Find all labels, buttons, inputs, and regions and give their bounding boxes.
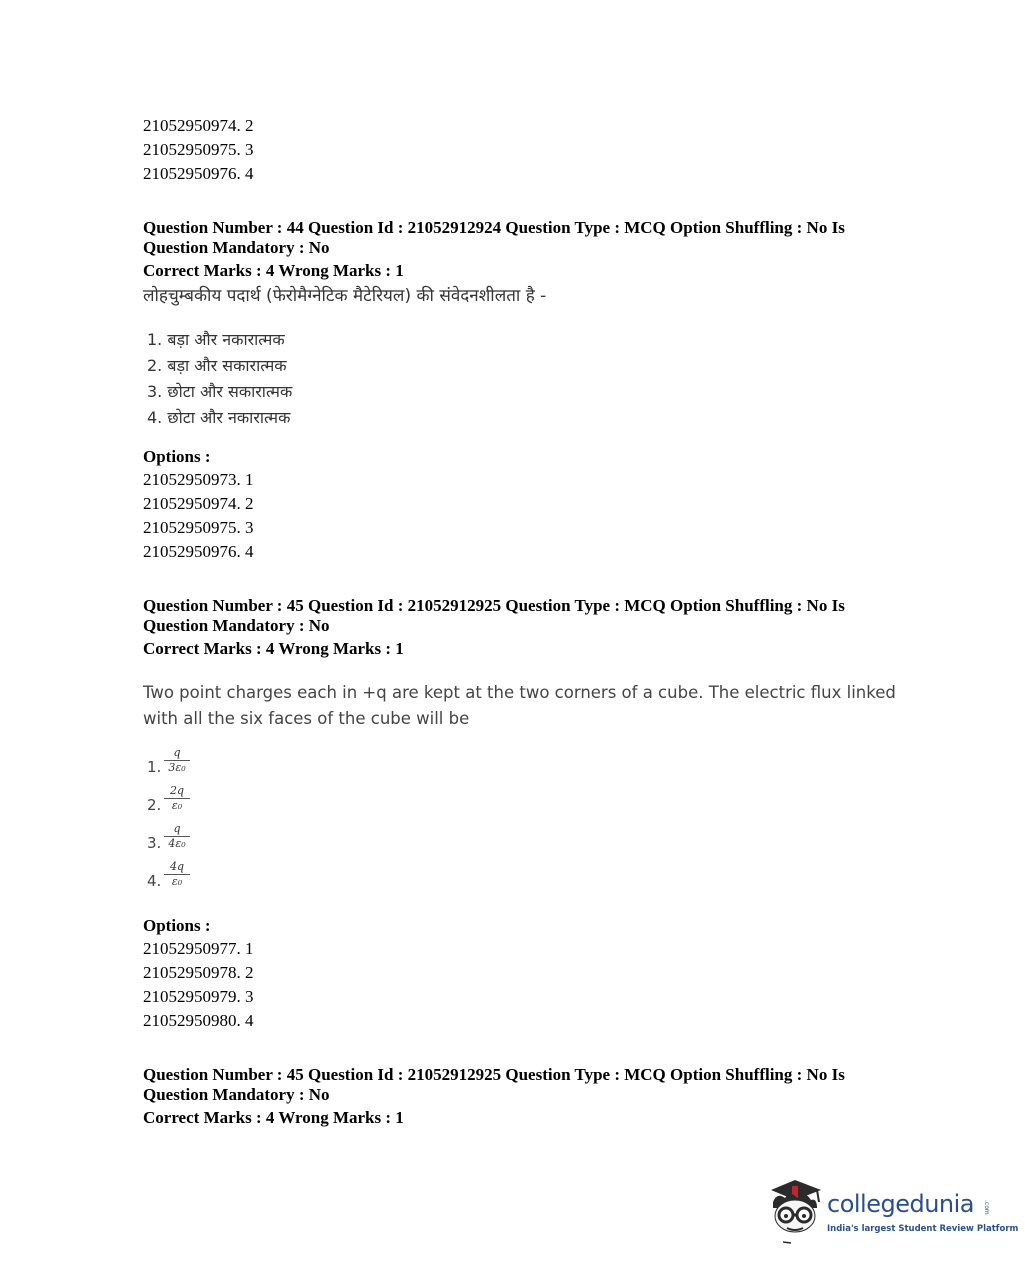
question-44-options-label: Options : <box>143 447 211 466</box>
option-line: 21052950973. 1 <box>143 470 254 489</box>
question-45b-header: Question Number : 45 Question Id : 21052912925 Question Type : MCQ Option Shuffling : No Is <box>143 1065 845 1084</box>
fraction-numerator: q <box>164 746 190 761</box>
option-line: 21052950975. 3 <box>143 140 254 159</box>
logo-domain: .com <box>983 1200 990 1215</box>
question-45-marks: Correct Marks : 4 Wrong Marks : 1 <box>143 639 404 658</box>
choice-number: 1. <box>147 758 162 776</box>
logo-wordmark: collegedunia <box>827 1190 975 1218</box>
question-44-mandatory: Question Mandatory : No <box>143 238 330 257</box>
question-45-header: Question Number : 45 Question Id : 21052912925 Question Type : MCQ Option Shuffling : No Is <box>143 596 845 615</box>
fraction <box>164 746 190 774</box>
option-line: 21052950978. 2 <box>143 963 254 982</box>
question-44-choice: 2. बड़ा और सकारात्मक <box>147 356 287 375</box>
option-line: 21052950979. 3 <box>143 987 254 1006</box>
option-line: 21052950975. 3 <box>143 518 254 537</box>
question-45-text: with all the six faces of the cube will be <box>143 709 470 728</box>
option-line: 21052950980. 4 <box>143 1011 254 1030</box>
question-45-mandatory: Question Mandatory : No <box>143 616 330 635</box>
fraction-numerator: 4q <box>164 860 190 875</box>
question-45-options-label: Options : <box>143 916 211 935</box>
option-line: 21052950976. 4 <box>143 164 254 183</box>
fraction-denominator: 3ε₀ <box>168 761 186 774</box>
question-44-marks: Correct Marks : 4 Wrong Marks : 1 <box>143 261 404 280</box>
fraction <box>164 784 190 812</box>
fraction-denominator: 4ε₀ <box>168 837 186 850</box>
option-line: 21052950974. 2 <box>143 116 254 135</box>
logo-tagline: India's largest Student Review Platform <box>827 1224 1019 1234</box>
question-44-choice: 4. छोटा और नकारात्मक <box>147 408 291 427</box>
mascot-icon <box>765 1176 825 1246</box>
fraction-numerator: 2q <box>164 784 190 799</box>
fraction <box>164 822 190 850</box>
collegedunia-logo[interactable] <box>765 1176 1019 1246</box>
fraction-denominator: ε₀ <box>171 799 183 812</box>
choice-number: 3. <box>147 834 162 852</box>
fraction-numerator: q <box>164 822 190 837</box>
question-44-choice: 3. छोटा और सकारात्मक <box>147 382 293 401</box>
question-44-text: लोहचुम्बकीय पदार्थ (फेरोमैग्नेटिक मैटेरियल) की संवेदनशीलता है - <box>143 286 547 306</box>
option-line: 21052950974. 2 <box>143 494 254 513</box>
fraction <box>164 860 190 888</box>
choice-number: 4. <box>147 872 162 890</box>
choice-number: 2. <box>147 796 162 814</box>
question-44-choice: 1. बड़ा और नकारात्मक <box>147 330 285 349</box>
option-line: 21052950977. 1 <box>143 939 254 958</box>
question-45-text: Two point charges each in +q are kept at the two corners of a cube. The electric flux linked <box>143 683 896 702</box>
question-44-header: Question Number : 44 Question Id : 21052912924 Question Type : MCQ Option Shuffling : No Is <box>143 218 845 237</box>
fraction-denominator: ε₀ <box>171 875 183 888</box>
question-45b-marks: Correct Marks : 4 Wrong Marks : 1 <box>143 1108 404 1127</box>
option-line: 21052950976. 4 <box>143 542 254 561</box>
question-45b-mandatory: Question Mandatory : No <box>143 1085 330 1104</box>
